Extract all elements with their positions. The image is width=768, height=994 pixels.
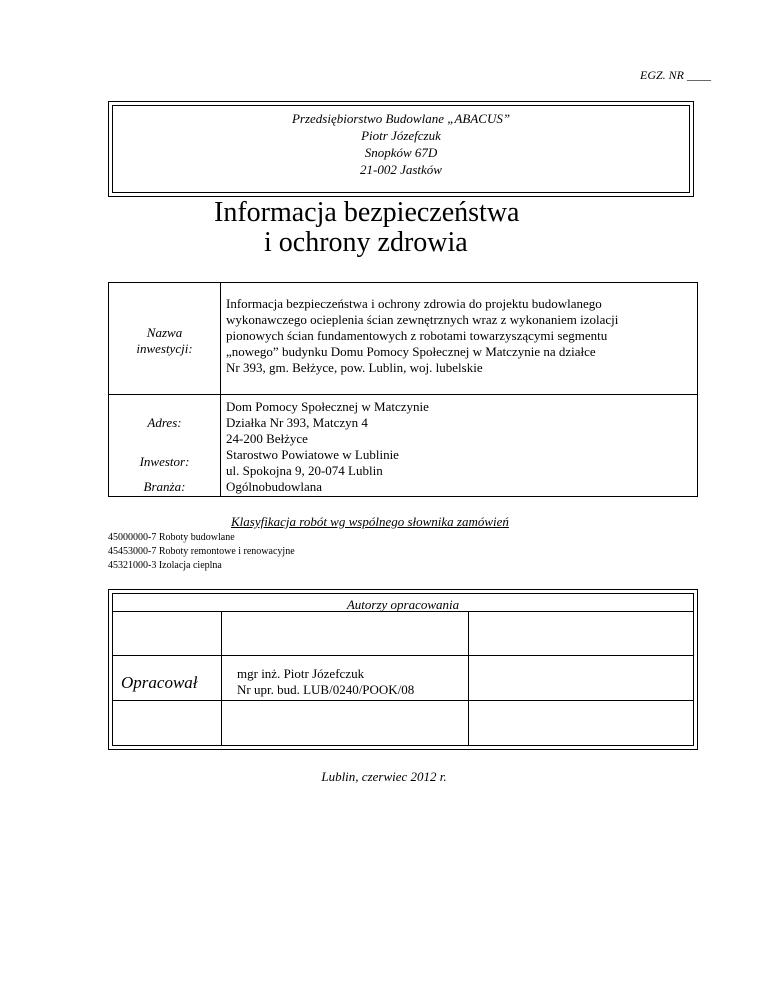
investment-line: Nr 393, gm. Bełżyce, pow. Lublin, woj. lubelskie	[226, 360, 483, 375]
investment-line: „nowego” budynku Domu Pomocy Społecznej w Matczynie na działce	[226, 344, 596, 359]
company-details	[113, 110, 689, 178]
classification-item: 45321000-3 Izolacja cieplna	[108, 560, 222, 571]
address-line: Działka Nr 393, Matczyn 4	[226, 415, 368, 430]
author-name: mgr inż. Piotr Józefczuk	[237, 666, 365, 681]
investment-name-value	[226, 296, 618, 376]
author-license: Nr upr. bud. LUB/0240/POOK/08	[237, 682, 415, 697]
company-owner: Piotr Józefczuk	[361, 128, 441, 143]
company-box	[108, 101, 694, 197]
table-divider-horizontal	[109, 394, 697, 395]
authors-divider-vertical	[221, 611, 222, 745]
authors-title: Autorzy opracowania	[346, 597, 460, 612]
authors-divider-vertical	[468, 611, 469, 745]
company-box-inner	[112, 105, 690, 193]
branch-value: Ogólnobudowlana	[226, 479, 323, 494]
address-label: Adres:	[147, 415, 182, 430]
project-info-table	[108, 282, 698, 497]
authors-divider	[113, 655, 693, 656]
investor-line: ul. Spokojna 9, 20-074 Lublin	[226, 463, 383, 478]
document-title-line-1: Informacja bezpieczeństwa	[214, 197, 520, 228]
investment-line: pionowych ścian fundamentowych z robotami towarzyszącymi segmentu	[226, 328, 608, 343]
investment-label-line-2: inwestycji:	[136, 341, 193, 356]
authors-divider	[113, 700, 693, 701]
copy-number: EGZ. NR ____	[640, 68, 712, 82]
author-role: Opracował	[121, 673, 198, 692]
authors-table	[108, 589, 698, 750]
investment-name-label	[109, 325, 220, 357]
branch-label: Branża:	[143, 479, 186, 494]
address-line: 24-200 Bełżyce	[226, 431, 308, 446]
company-city: 21-002 Jastków	[360, 162, 442, 177]
investor-line: Starostwo Powiatowe w Lublinie	[226, 447, 399, 462]
classification-item: 45453000-7 Roboty remontowe i renowacyjne	[108, 546, 295, 557]
investor-label: Inwestor:	[139, 454, 190, 469]
address-value	[226, 399, 429, 495]
company-street: Snopków 67D	[364, 145, 438, 160]
classification-list	[108, 531, 295, 573]
place-date: Lublin, czerwiec 2012 r.	[321, 769, 447, 784]
document-title-line-2: i ochrony zdrowia	[264, 227, 468, 258]
authors-divider	[113, 611, 693, 612]
investment-line: Informacja bezpieczeństwa i ochrony zdrowia do projektu budowlanego	[226, 296, 602, 311]
investment-label-line-1: Nazwa	[146, 325, 183, 340]
authors-table-inner	[112, 593, 694, 746]
author-details	[237, 666, 414, 698]
company-name: Przedsiębiorstwo Budowlane „ABACUS”	[291, 111, 511, 126]
classification-title: Klasyfikacja robót wg wspólnego słownika zamówień	[231, 514, 509, 529]
table-divider-vertical	[220, 283, 221, 496]
address-line: Dom Pomocy Społecznej w Matczynie	[226, 399, 429, 414]
document-title	[214, 198, 519, 258]
classification-item: 45000000-7 Roboty budowlane	[108, 532, 235, 543]
investment-line: wykonawczego ocieplenia ścian zewnętrznych wraz z wykonaniem izolacji	[226, 312, 619, 327]
